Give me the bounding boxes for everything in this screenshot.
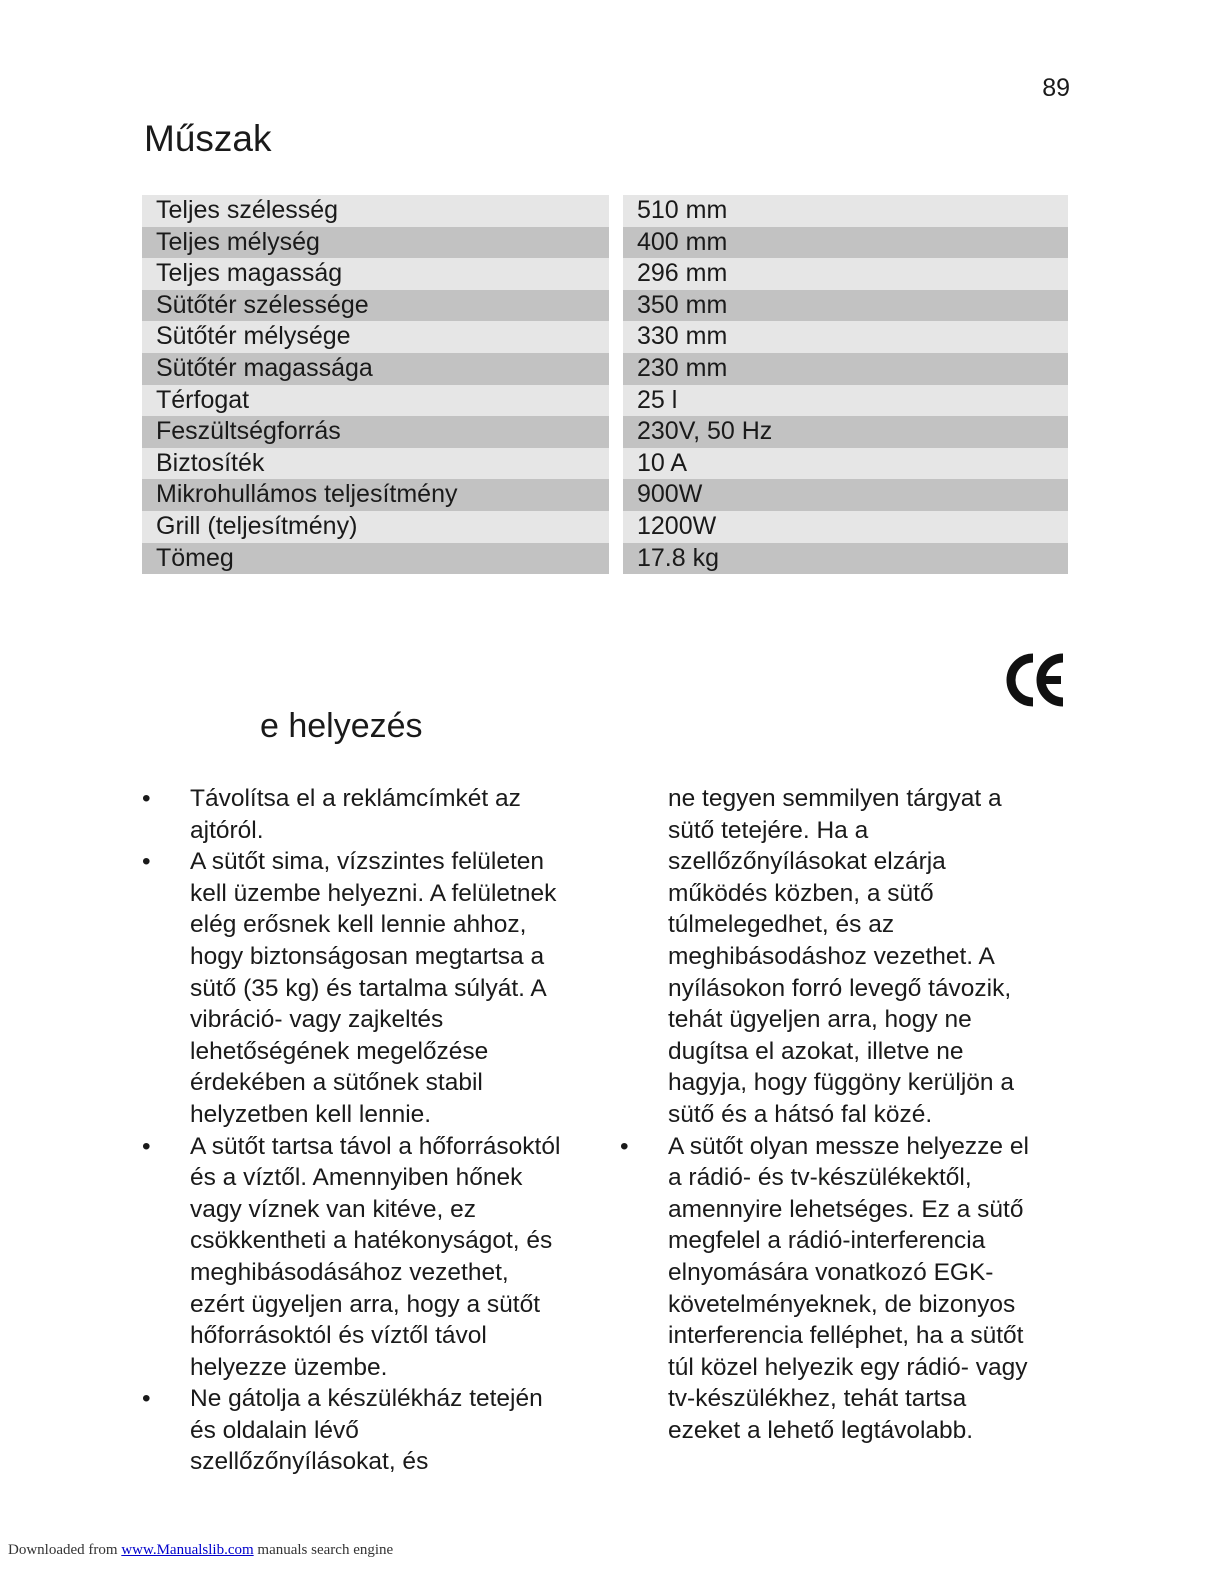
spec-label: Grill (teljesítmény) bbox=[142, 511, 609, 543]
footer-link[interactable]: www.Manualslib.com bbox=[121, 1542, 254, 1558]
spec-value: 17.8 kg bbox=[623, 543, 1068, 575]
spec-value: 296 mm bbox=[623, 258, 1068, 290]
spec-value: 330 mm bbox=[623, 321, 1068, 353]
spec-row bbox=[142, 543, 1068, 575]
spec-row bbox=[142, 258, 1068, 290]
cell-divider bbox=[609, 227, 623, 259]
bullet-icon: • bbox=[620, 1132, 629, 1160]
list-item bbox=[142, 1383, 562, 1478]
spec-label: Tömeg bbox=[142, 543, 609, 575]
footer-suffix: manuals search engine bbox=[257, 1542, 394, 1558]
section-title: e helyezés bbox=[260, 707, 423, 745]
page-number: 89 bbox=[1042, 74, 1070, 102]
list-item-text: A sütőt olyan messze helyezze el a rádió- és tv-készülékektől, amennyire lehetséges. Ez a sütő megfelel a rádió-interferencia elnyomására vonatkozó EGK-követelményeknek, de bizonyos interferencia felléphet, ha a sütőt túl közel helyezik egy rádió- vagy tv-készülékhez, tehát tartsa ezeket a lehető legtávolabb. bbox=[668, 1132, 1029, 1444]
list-item bbox=[620, 1131, 1040, 1447]
spec-row bbox=[142, 321, 1068, 353]
bullet-icon: • bbox=[142, 1385, 151, 1413]
page-title: Műszak bbox=[144, 118, 272, 159]
spec-row bbox=[142, 479, 1068, 511]
spec-table bbox=[142, 195, 1068, 574]
spec-value: 230V, 50 Hz bbox=[623, 416, 1068, 448]
cell-divider bbox=[609, 321, 623, 353]
list-item-text: Távolítsa el a reklámcímkét az ajtóról. bbox=[190, 785, 521, 844]
list-item bbox=[142, 846, 562, 1130]
spec-value: 350 mm bbox=[623, 290, 1068, 322]
footer-prefix: Downloaded from bbox=[8, 1542, 118, 1558]
spec-label: Biztosíték bbox=[142, 448, 609, 480]
spec-label: Mikrohullámos teljesítmény bbox=[142, 479, 609, 511]
spec-label: Teljes szélesség bbox=[142, 195, 609, 227]
cell-divider bbox=[609, 258, 623, 290]
spec-value: 400 mm bbox=[623, 227, 1068, 259]
left-column bbox=[142, 783, 562, 1478]
spec-value: 510 mm bbox=[623, 195, 1068, 227]
cell-divider bbox=[609, 195, 623, 227]
list-item-text: Ne gátolja a készülékház tetején és oldalain lévő szellőzőnyílásokat, és bbox=[190, 1385, 543, 1476]
spec-label: Sütőtér szélessége bbox=[142, 290, 609, 322]
spec-row bbox=[142, 416, 1068, 448]
spec-row bbox=[142, 385, 1068, 417]
spec-row bbox=[142, 227, 1068, 259]
cell-divider bbox=[609, 448, 623, 480]
cell-divider bbox=[609, 290, 623, 322]
spec-label: Sütőtér mélysége bbox=[142, 321, 609, 353]
list-item-text: A sütőt tartsa távol a hőforrásoktól és a víztől. Amennyiben hőnek vagy víznek van kitéve, ez csökkentheti a hatékonyságot, és meghibásodásához vezethet, ezért ügyeljen arra, hogy a sütőt hőforrásoktól és víztől távol helyezze üzembe. bbox=[190, 1132, 561, 1381]
cell-divider bbox=[609, 353, 623, 385]
spec-value: 25 l bbox=[623, 385, 1068, 417]
spec-label: Feszültségforrás bbox=[142, 416, 609, 448]
spec-value: 1200W bbox=[623, 511, 1068, 543]
spec-label: Teljes magasság bbox=[142, 258, 609, 290]
spec-value: 900W bbox=[623, 479, 1068, 511]
spec-row bbox=[142, 290, 1068, 322]
cell-divider bbox=[609, 479, 623, 511]
list-item-text: A sütőt sima, vízszintes felületen kell üzembe helyezni. A felületnek elég erősnek kell lennie ahhoz, hogy biztonságosan megtartsa a sütő (35 kg) és tartalma súlyát. A vibráció- vagy zajkeltés lehetőségének megelőzése érdekében a sütőnek stabil helyzetben kell lennie. bbox=[190, 848, 557, 1128]
spec-value: 10 A bbox=[623, 448, 1068, 480]
right-column bbox=[620, 783, 1040, 1446]
list-item bbox=[142, 1131, 562, 1384]
spec-label: Teljes mélység bbox=[142, 227, 609, 259]
spec-row bbox=[142, 511, 1068, 543]
bullet-icon: • bbox=[142, 1132, 151, 1160]
spec-row bbox=[142, 448, 1068, 480]
spec-value: 230 mm bbox=[623, 353, 1068, 385]
bullet-icon: • bbox=[142, 785, 151, 812]
cell-divider bbox=[609, 416, 623, 448]
list-item bbox=[142, 783, 562, 846]
list-item-continuation: ne tegyen semmilyen tárgyat a sütő tetejére. Ha a szellőzőnyílásokat elzárja működés közben, a sütő túlmelegedhet, és az meghibásodáshoz vezethet. A nyílásokon forró levegő távozik, tehát ügyeljen arra, hogy ne dugítsa el azokat, illetve ne hagyja, hogy függöny kerüljön a sütő és a hátsó fal közé. bbox=[668, 785, 1014, 1128]
ce-mark-icon bbox=[1005, 650, 1067, 710]
footer bbox=[8, 1542, 393, 1559]
spec-label: Sütőtér magassága bbox=[142, 353, 609, 385]
spec-row bbox=[142, 195, 1068, 227]
cell-divider bbox=[609, 511, 623, 543]
cell-divider bbox=[609, 543, 623, 575]
spec-label: Térfogat bbox=[142, 385, 609, 417]
spec-row bbox=[142, 353, 1068, 385]
cell-divider bbox=[609, 385, 623, 417]
bullet-icon: • bbox=[142, 848, 151, 876]
